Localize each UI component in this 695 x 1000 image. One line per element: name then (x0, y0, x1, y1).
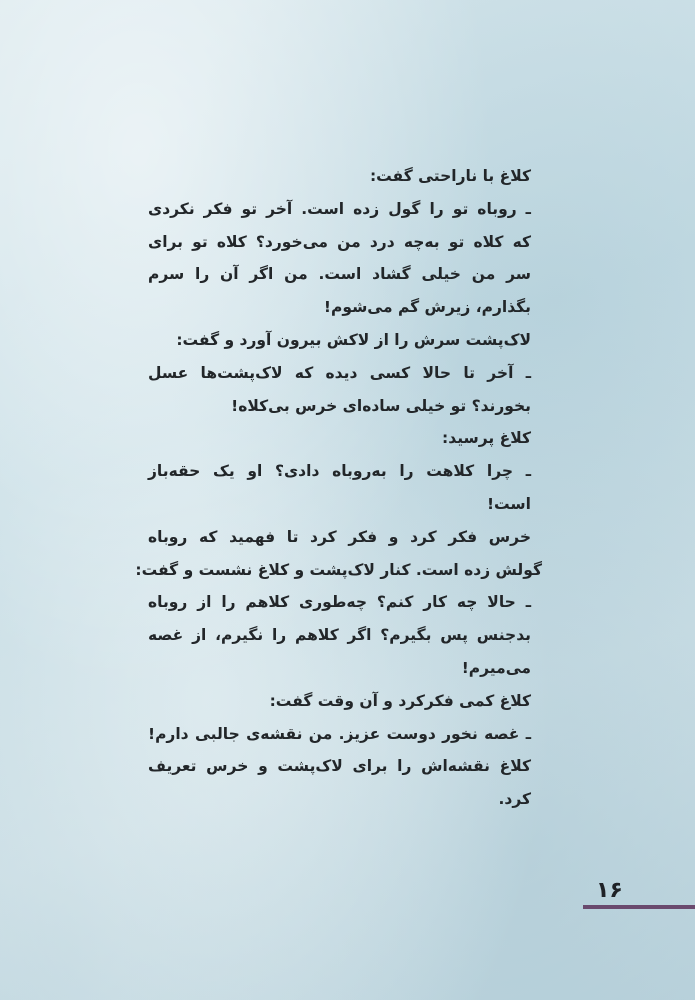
text-line: بدجنس پس بگیرم؟ اگر کلاهم را نگیرم، از غصه (148, 626, 531, 645)
text-line: ـ آخر تا حالا کسی دیده که لاک‌پشت‌ها عسل (148, 363, 531, 382)
text-line: کلاغ پرسید: (442, 429, 531, 448)
text-line: گولش زده است. کنار لاک‌پشت و کلاغ نشست و گفت: (135, 560, 542, 579)
story-text (135, 160, 542, 816)
text-line: که کلاه تو به‌چه درد من می‌خورد؟ کلاه تو برای (148, 232, 531, 251)
text-line: خرس فکر کرد و فکر کرد تا فهمید که روباه (148, 527, 531, 546)
text-line: ـ حالا چه کار کنم؟ چه‌طوری کلاهم را از روباه (148, 593, 531, 612)
text-line: کرد. (498, 790, 531, 809)
text-line: ـ غصه نخور دوست عزیز. من نقشه‌ی جالبی دارم! (148, 724, 531, 743)
text-line: سر من خیلی گشاد است. من اگر آن را سرم (148, 265, 531, 284)
text-line: بخورند؟ تو خیلی ساده‌ای خرس بی‌کلاه! (231, 396, 531, 415)
text-line: است! (486, 494, 531, 513)
text-line: بگذارم، زیرش گم می‌شوم! (323, 298, 531, 317)
page-number: ۱۶ (596, 878, 623, 903)
text-line: می‌میرم! (461, 658, 531, 677)
text-line: ـ چرا کلاهت را به‌روباه دادی؟ او یک حقه‌باز (148, 462, 531, 481)
text-line: کلاغ نقشه‌اش را برای لاک‌پشت و خرس تعریف (148, 757, 531, 776)
text-line: لاک‌پشت سرش را از لاکش بیرون آورد و گفت: (176, 330, 531, 349)
text-line: کلاغ با ناراحتی گفت: (369, 167, 531, 185)
text-line: کلاغ کمی فکرکرد و آن وقت گفت: (269, 691, 531, 710)
text-line: ـ روباه تو را گول زده است. آخر تو فکر نکردی (148, 199, 531, 218)
page-number-rule (583, 905, 695, 909)
